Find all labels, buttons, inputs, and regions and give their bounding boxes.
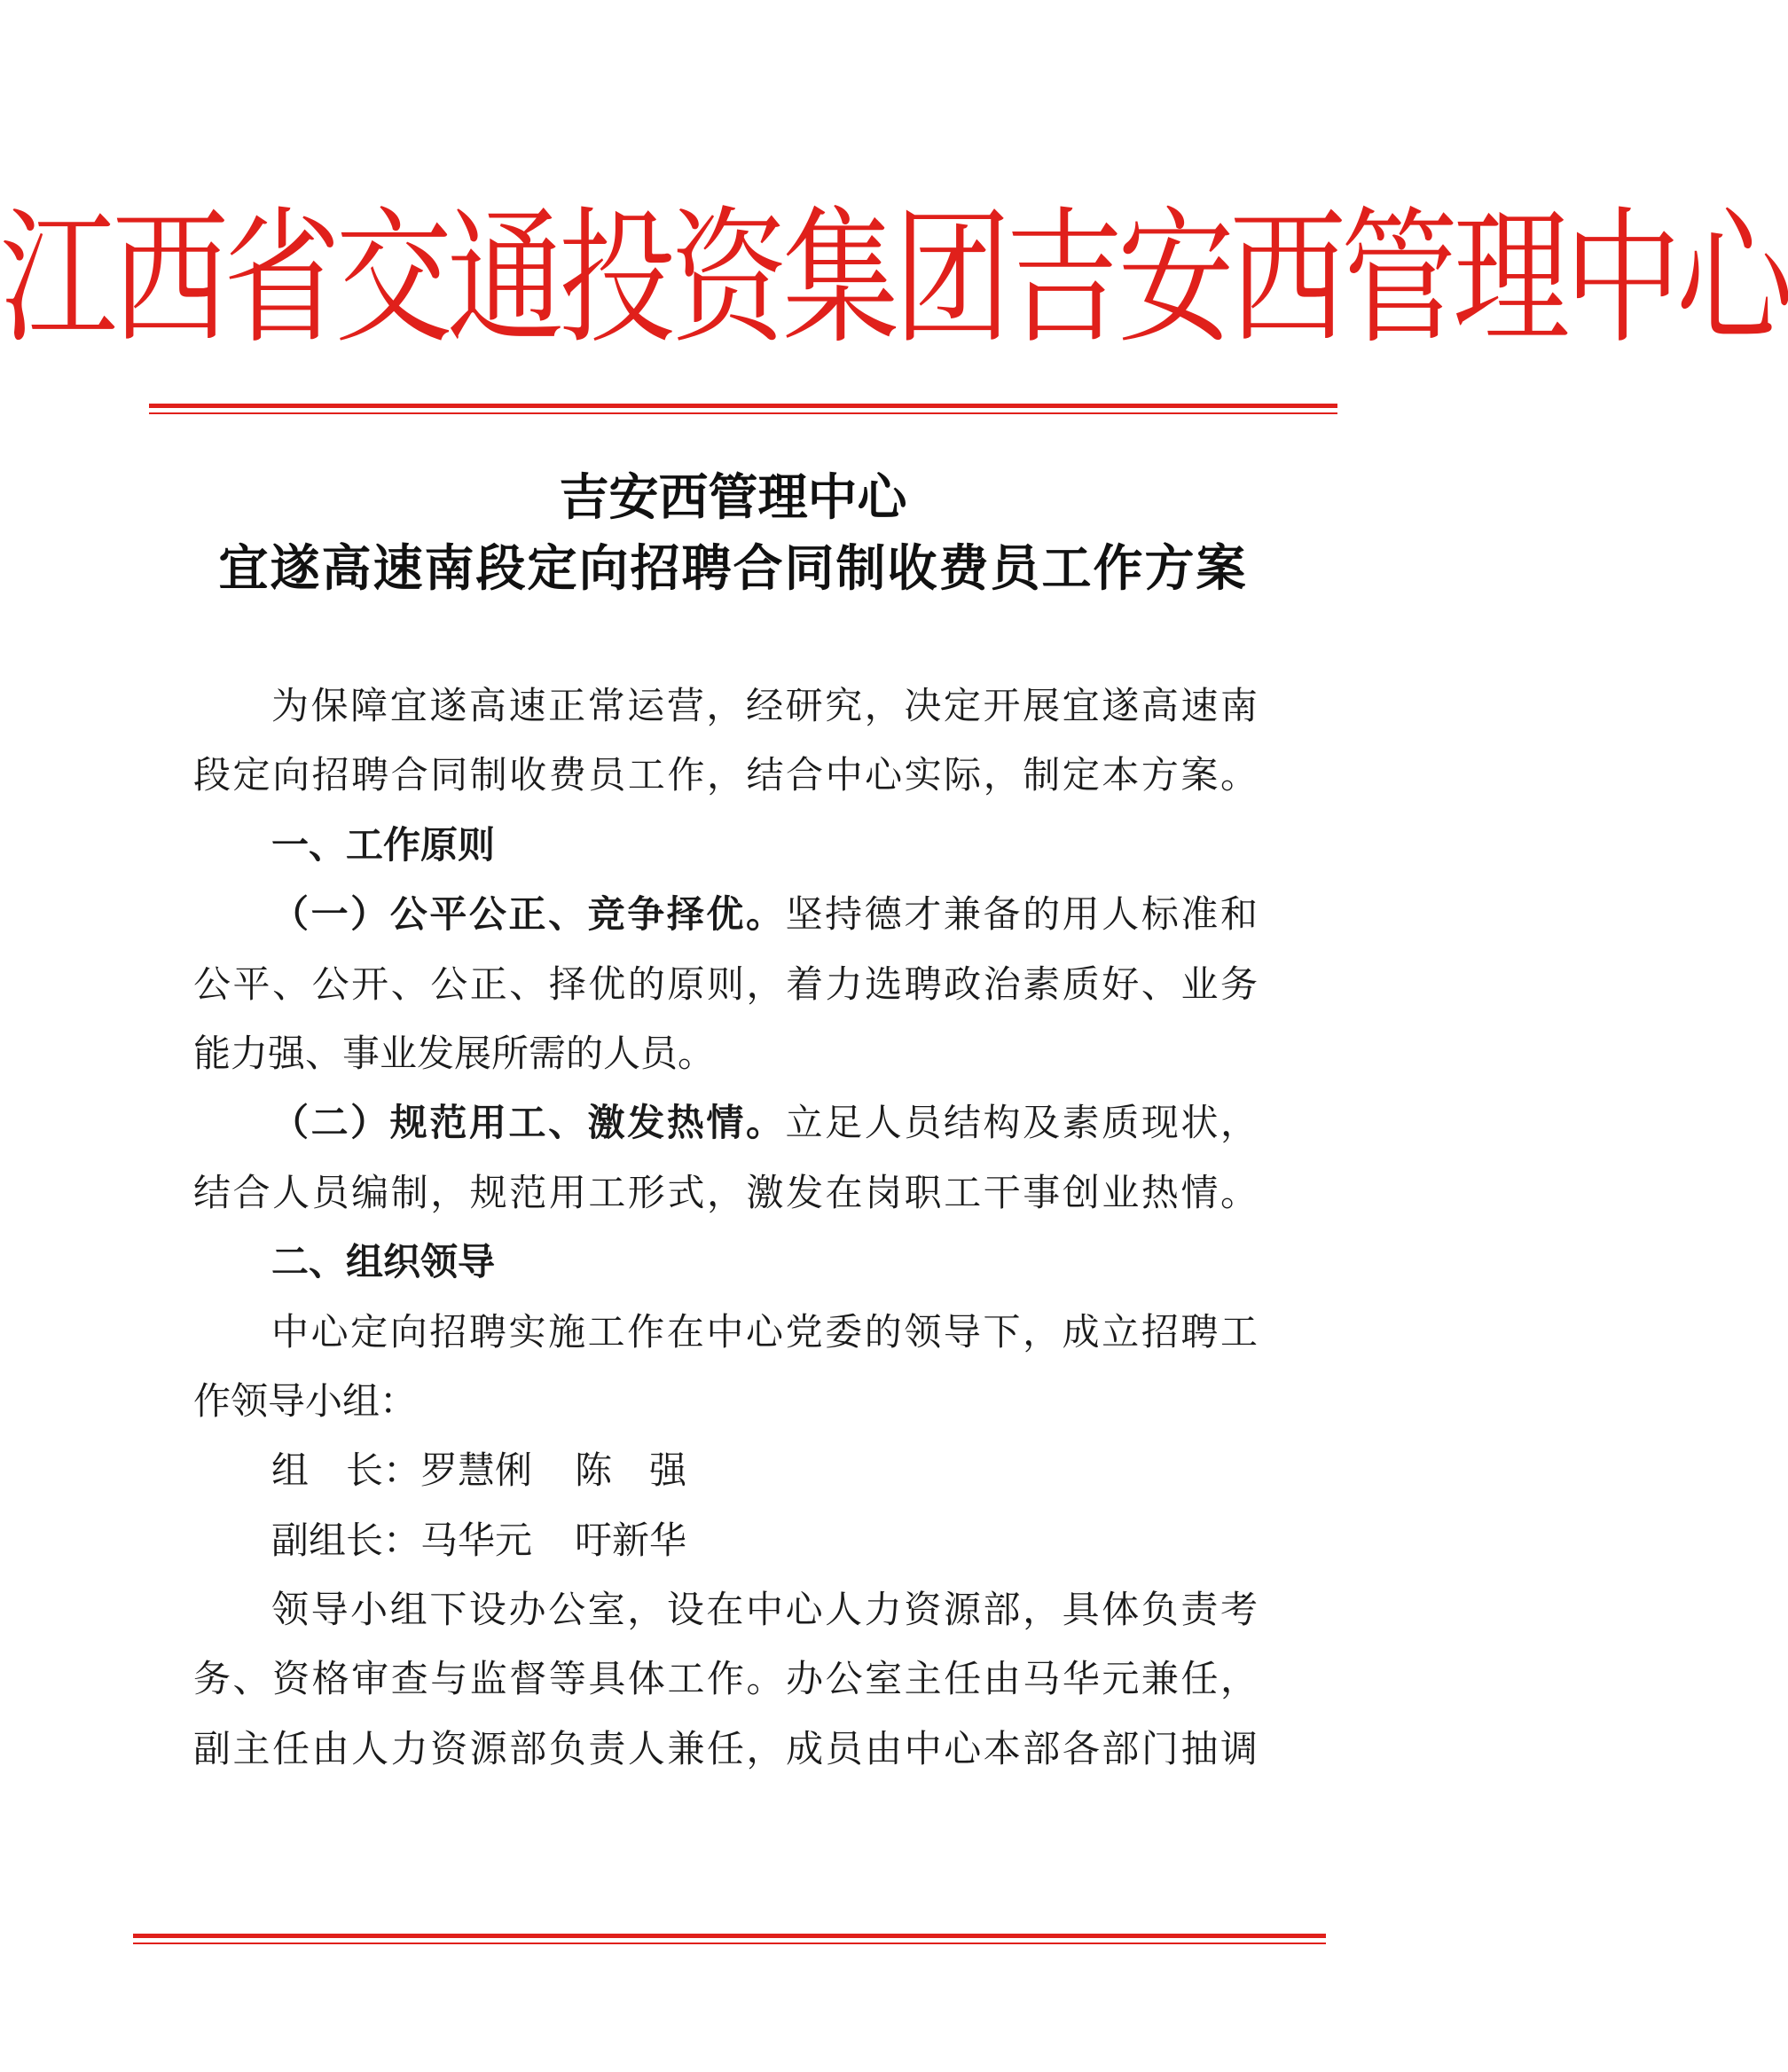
principle-1-line-2: 公平、公开、公正、择优的原则，着力选聘政治素质好、业务 <box>193 961 1258 1006</box>
principle-1-line-3: 能力强、事业发展所需的人员。 <box>193 1031 716 1075</box>
leader-label-b: 长： <box>346 1448 421 1493</box>
section-2-heading: 二、组织领导 <box>271 1240 496 1284</box>
leader-name-2b: 强 <box>649 1448 687 1493</box>
leader-name-1: 罗慧俐 <box>420 1448 533 1493</box>
footer-thick-line <box>133 1934 1326 1938</box>
deputy-name-1: 马华元 <box>420 1518 533 1562</box>
principle-2-line-1 <box>193 1088 1258 1158</box>
office-para-line-1: 领导小组下设办公室，设在中心人力资源部，具体负责考 <box>271 1588 1258 1632</box>
leader-label-a: 组 <box>271 1448 310 1493</box>
org-para-line-1: 中心定向招聘实施工作在中心党委的领导下，成立招聘工 <box>271 1309 1258 1354</box>
deputy-row <box>193 1506 1258 1575</box>
principle-2-text: 立足人员结构及素质现状， <box>785 1101 1258 1145</box>
office-para-line-2: 务、资格审查与监督等具体工作。办公室主任由马华元兼任， <box>193 1657 1258 1701</box>
document-body <box>193 671 1258 1784</box>
org-para-line-2: 作领导小组： <box>193 1378 418 1423</box>
letterhead-divider <box>149 404 1337 414</box>
document-title-line-2: 宜遂高速南段定向招聘合同制收费员工作方案 <box>218 539 1248 598</box>
principle-2-line-2: 结合人员编制，规范用工形式，激发在岗职工干事创业热情。 <box>193 1170 1258 1214</box>
footer-divider <box>133 1934 1326 1944</box>
deputy-name-2: 吁新华 <box>575 1518 687 1562</box>
section-1-heading: 一、工作原则 <box>271 822 496 867</box>
footer-thin-line <box>133 1942 1326 1944</box>
office-para-line-3: 副主任由人力资源部负责人兼任，成员由中心本部各部门抽调 <box>193 1726 1258 1770</box>
leader-row <box>193 1436 1258 1505</box>
divider-thick-line <box>149 404 1337 408</box>
divider-thin-line <box>149 412 1337 414</box>
principle-2-lead: （二）规范用工、激发热情。 <box>271 1101 786 1145</box>
intro-line-2: 段定向招聘合同制收费员工作，结合中心实际，制定本方案。 <box>193 753 1258 797</box>
letterhead-title: 江西省交通投资集团吉安西管理中心 <box>0 193 1788 365</box>
leader-name-2a: 陈 <box>575 1448 613 1493</box>
deputy-label: 副组长： <box>271 1518 421 1562</box>
principle-1-text: 坚持德才兼备的用人标准和 <box>785 892 1258 937</box>
document-title-line-1: 吉安西管理中心 <box>559 468 907 527</box>
principle-1-line-1 <box>193 880 1258 949</box>
principle-1-lead: （一）公平公正、竞争择优。 <box>271 892 786 937</box>
intro-line-1: 为保障宜遂高速正常运营，经研究，决定开展宜遂高速南 <box>271 684 1258 727</box>
